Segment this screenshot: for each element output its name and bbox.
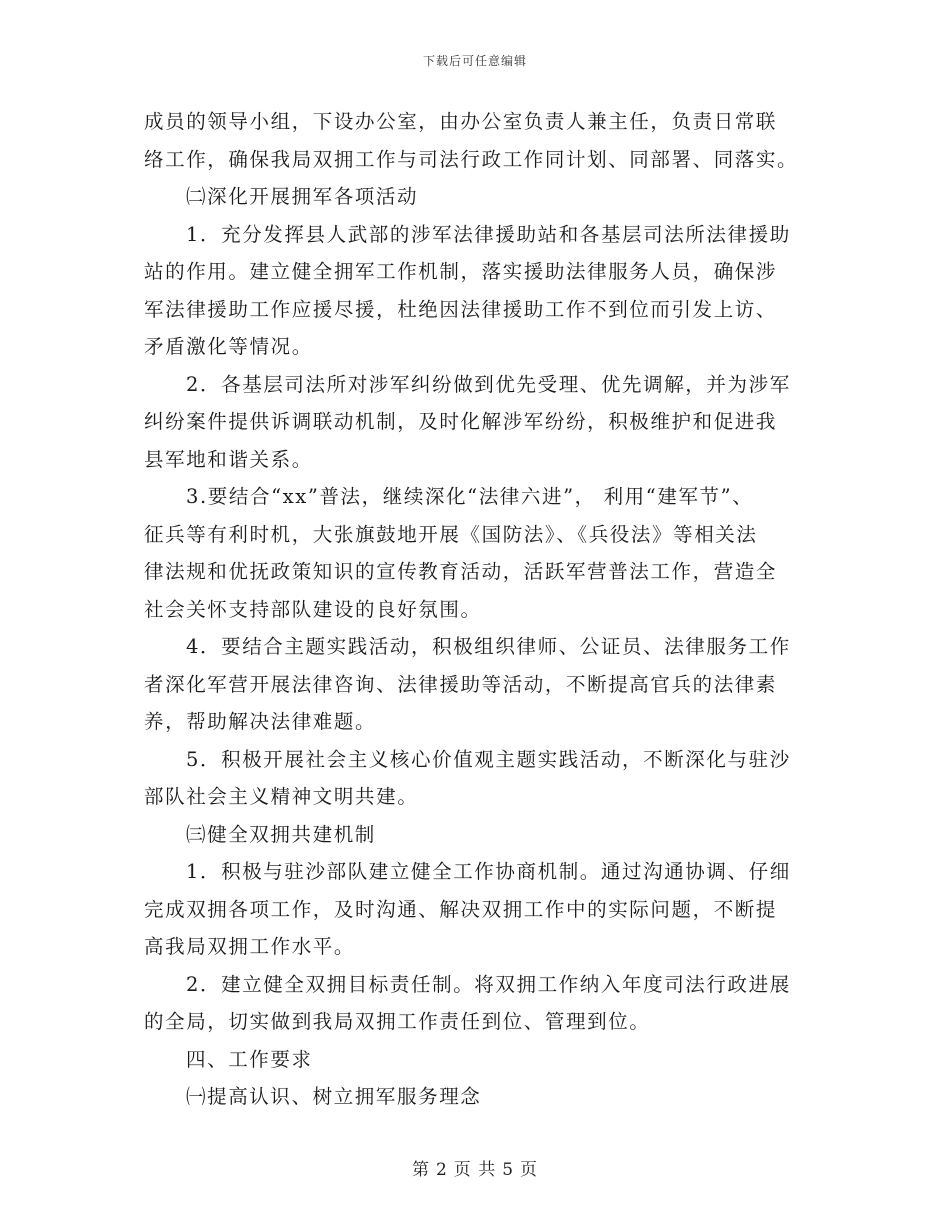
text-line: 2．各基层司法所对涉军纠纷做到优先受理、优先调解，并为涉军 bbox=[186, 372, 791, 396]
page-label-prefix: 第 bbox=[411, 1160, 430, 1180]
text-line: 社会关怀支持部队建设的良好氛围。 bbox=[144, 597, 482, 621]
text-line: 4．要结合主题实践活动，积极组织律师、公证员、法律服务工作 bbox=[186, 635, 791, 658]
text-line: 矛盾激化等情况。 bbox=[144, 335, 313, 358]
text-line: 者深化军营开展法律咨询、法律援助等活动，不断提高官兵的法律素 bbox=[144, 672, 778, 696]
text-line: 络工作，确保我局双拥工作与司法行政工作同计划、同部署、同落实。 bbox=[144, 147, 799, 171]
text-line: 的全局，切实做到我局双拥工作责任到位、管理到位。 bbox=[144, 1010, 651, 1033]
text-line: 养，帮助解决法律难题。 bbox=[144, 710, 377, 733]
text-line: ㈡深化开展拥军各项活动 bbox=[186, 185, 419, 208]
text-line: 1．充分发挥县人武部的涉军法律援助站和各基层司法所法律援助 bbox=[186, 222, 791, 246]
current-page-number: 2 bbox=[435, 1160, 448, 1180]
text-line: 部队社会主义精神文明共建。 bbox=[144, 785, 419, 808]
page-label-suffix: 页 bbox=[520, 1160, 539, 1180]
text-line: 3.要结合“xx”普法，继续深化“法律六进”， 利用“建军节”、 bbox=[186, 485, 754, 508]
text-line: 军法律援助工作应援尽援，杜绝因法律援助工作不到位而引发上访、 bbox=[144, 297, 778, 321]
text-line: 征兵等有利时机，大张旗鼓地开展《国防法》、《兵役法》等相关法 bbox=[144, 522, 758, 546]
text-line: 2．建立健全双拥目标责任制。将双拥工作纳入年度司法行政进展 bbox=[186, 972, 791, 996]
text-line: 1．积极与驻沙部队建立健全工作协商机制。通过沟通协调、仔细 bbox=[186, 860, 791, 883]
text-line: 四、工作要求 bbox=[186, 1047, 313, 1071]
text-line: 高我局双拥工作水平。 bbox=[144, 935, 356, 958]
page-header-note: 下载后可任意编辑 bbox=[422, 54, 527, 68]
total-pages-number: 5 bbox=[502, 1160, 515, 1180]
page-label-middle: 页 共 bbox=[453, 1160, 497, 1180]
text-line: 完成双拥各项工作，及时沟通、解决双拥工作中的实际问题，不断提 bbox=[144, 897, 778, 921]
text-line: ㈢健全双拥共建机制 bbox=[186, 822, 376, 846]
text-line: 站的作用。建立健全拥军工作机制，落实援助法律服务人员，确保涉 bbox=[144, 260, 778, 283]
document-body bbox=[144, 103, 812, 1116]
page-footer bbox=[0, 1155, 950, 1180]
text-line: 成员的领导小组，下设办公室，由办公室负责人兼主任，负责日常联 bbox=[144, 110, 778, 133]
text-line: ㈠提高认识、树立拥军服务理念 bbox=[186, 1085, 482, 1108]
text-line: 律法规和优抚政策知识的宣传教育活动，活跃军营普法工作，营造全 bbox=[144, 560, 778, 583]
text-line: 5．积极开展社会主义核心价值观主题实践活动，不断深化与驻沙 bbox=[186, 747, 791, 771]
text-line: 纠纷案件提供诉调联动机制，及时化解涉军纷纷，积极维护和促进我 bbox=[144, 410, 778, 433]
text-line: 县军地和谐关系。 bbox=[144, 447, 313, 471]
